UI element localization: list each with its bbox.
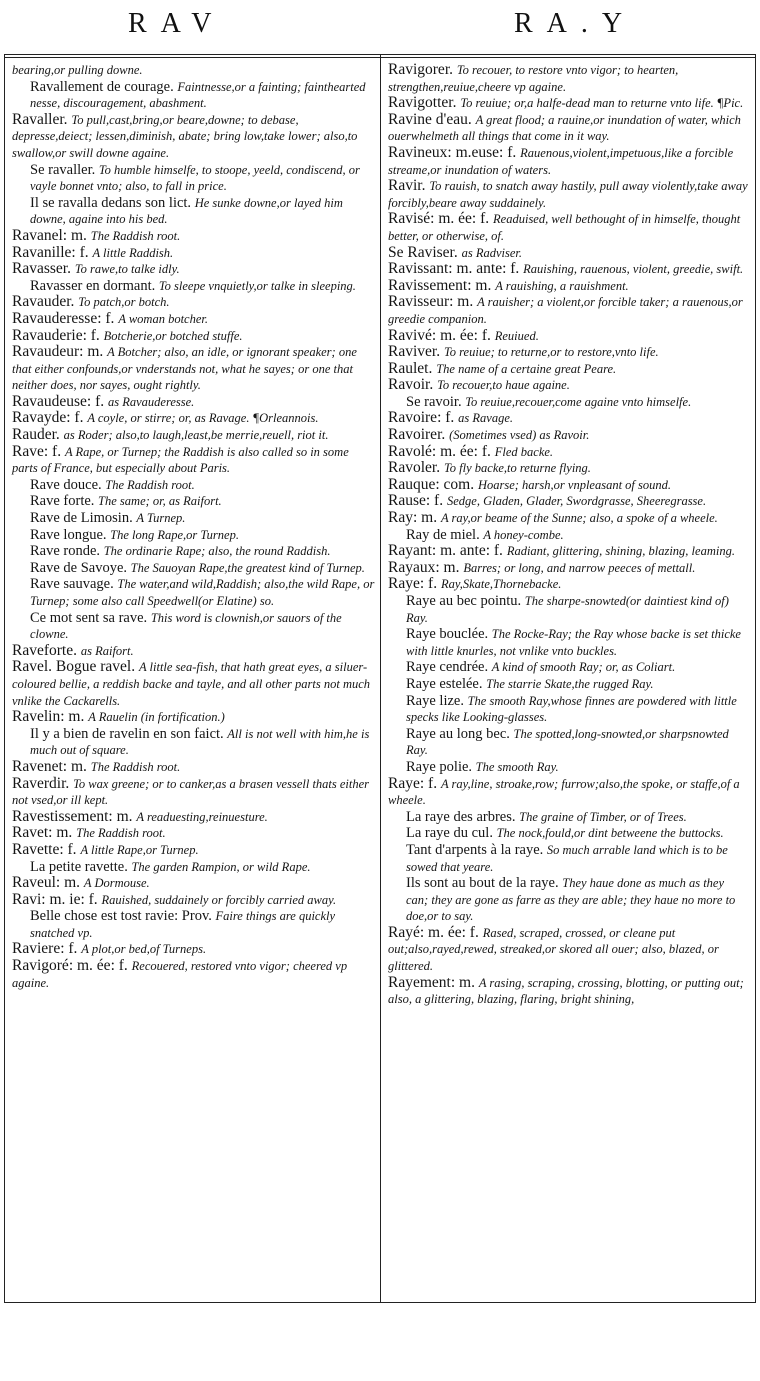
entry-definition: To sleepe vnquietly,or talke in sleeping.: [158, 278, 356, 293]
entry-headword: Ravoler.: [388, 459, 441, 477]
dictionary-entry: [12, 477, 376, 494]
entry-definition: Rauished, suddainely or forcibly carried away.: [101, 892, 337, 907]
dictionary-entry: [388, 460, 748, 477]
entry-definition: The Rocke-Ray; the Ray whose backe is set thicke with little knurles, not vnlike vnto buckles.: [406, 627, 741, 658]
entry-headword: Ravoire: f.: [388, 409, 455, 427]
entry-headword: Ravanel: m.: [12, 226, 87, 244]
dictionary-entry: [388, 825, 748, 842]
entry-headword: Ravet: m.: [12, 824, 73, 842]
entry-definition: A readuesting,reinuesture.: [136, 809, 268, 824]
entry-headword: Raye: f.: [388, 774, 438, 792]
entry-definition: A coyle, or stirre; or, as Ravage. ¶Orleannois.: [87, 411, 319, 426]
entry-headword: Ravivé: m. ée: f.: [388, 326, 491, 344]
entry-headword: Ravaudeuse: f.: [12, 392, 105, 410]
dictionary-entry: [12, 543, 376, 560]
entry-definition: The garden Rampion, or wild Rape.: [131, 859, 311, 874]
entry-definition: The smooth Ray,whose finnes are powdered with little specks like Looking-glasses.: [406, 693, 737, 725]
dictionary-entry: [388, 294, 748, 327]
entry-headword: La raye des arbres.: [406, 808, 516, 825]
entry-definition: The graine of Timber, or of Trees.: [519, 809, 687, 824]
dictionary-entry: [12, 659, 376, 709]
dictionary-entry: [12, 228, 376, 245]
dictionary-entry: [388, 527, 748, 544]
dictionary-entry: [12, 527, 376, 544]
entry-headword: Tant d'arpents à la raye.: [406, 841, 544, 858]
entry-definition: Readuised, well bethought of in himselfe, thought better, or otherwise, of.: [388, 212, 741, 243]
entry-headword: Raviere: f.: [12, 940, 78, 958]
entry-definition: A Botcher; also, an idle, or ignorant speaker; one that either confounds,or vnderstands not, what he sayes; or one that neither does, nor sayes, ought rightly.: [12, 345, 357, 393]
entry-definition: A kind of smooth Ray; or, as Coliart.: [491, 660, 676, 675]
dictionary-entry: [388, 95, 748, 112]
dictionary-entry: [388, 245, 748, 262]
entry-definition: as Roder; also,to laugh,least,be merrie,reuell, riot it.: [63, 428, 329, 443]
entry-headword: Rauque: com.: [388, 475, 475, 493]
entry-definition: The name of a certaine great Peare.: [436, 361, 617, 376]
entry-definition: A ray,or beame of the Sunne; also, a spoke of a wheele.: [440, 511, 718, 526]
entry-definition: Rauenous,violent,impetuous,like a forcible streame,or inundation of waters.: [388, 145, 734, 177]
dictionary-entry: [388, 377, 748, 394]
entry-headword: Raye lize.: [406, 692, 464, 709]
dictionary-entry: [388, 626, 748, 659]
entry-headword: Ravette: f.: [12, 840, 77, 858]
dictionary-entry: [12, 809, 376, 826]
entry-headword: Se Raviser.: [388, 243, 458, 261]
entry-definition: To humble himselfe, to stoope, yeeld, condiscend, or vayle bonnet vnto; also, to fall in price.: [30, 162, 360, 194]
entry-definition: The Raddish root.: [105, 477, 195, 492]
dictionary-entry: [388, 328, 748, 345]
entry-definition: A rauisher; a violent,or forcible taker; a rauenous,or greedie companion.: [388, 295, 743, 326]
entry-definition: Recouered, restored vnto vigor; cheered vp againe.: [12, 959, 348, 990]
entry-definition: A ray,line, stroake,row; furrow;also,the spoke, or staffe,of a wheele.: [388, 776, 740, 808]
dictionary-entry: [12, 444, 376, 477]
entry-definition: To reuiue; to returne,or to restore,vnto life.: [443, 345, 659, 360]
entry-definition: Ray,Skate,Thornebacke.: [440, 577, 562, 592]
dictionary-entry: [388, 112, 748, 145]
left-border: [4, 54, 5, 1302]
entry-headword: Ravallement de courage.: [30, 78, 174, 95]
dictionary-entry: [388, 925, 748, 975]
entry-headword: Rayaux: m.: [388, 558, 460, 576]
entry-definition: To recouer, to restore vnto vigor; to hearten, strengthen,reuiue,cheere vp againe.: [388, 63, 679, 94]
entry-headword: Ravigoré: m. ée: f.: [12, 957, 128, 975]
entry-definition: A Rape, or Turnep; the Raddish is also called so in some parts of France, but especially about Paris.: [12, 444, 349, 476]
dictionary-entry: [12, 825, 376, 842]
entry-definition: The nock,fould,or dint betweene the buttocks.: [496, 826, 724, 841]
entry-definition: as Ravage.: [458, 411, 514, 426]
entry-definition: All is not well with him,he is much out of square.: [30, 726, 370, 758]
dictionary-entry: [12, 278, 376, 295]
entry-headword: Raye: f.: [388, 575, 438, 593]
entry-definition: Hoarse; harsh,or vnpleasant of sound.: [477, 477, 672, 492]
entry-headword: Ravel. Bogue ravel.: [12, 658, 136, 676]
column-divider: [380, 54, 381, 1302]
entry-definition: A plot,or bed,of Turneps.: [81, 942, 207, 957]
entry-headword: Ravauderie: f.: [12, 326, 100, 344]
entry-definition: A woman botcher.: [118, 311, 209, 326]
dictionary-entry: [388, 759, 748, 776]
entry-definition: To patch,or botch.: [78, 295, 170, 310]
entry-headword: Ravauder.: [12, 293, 75, 311]
entry-headword: Ravayde: f.: [12, 409, 84, 427]
entry-definition: as Raifort.: [80, 643, 134, 658]
entry-headword: Rave ronde.: [30, 543, 101, 560]
dictionary-entry: [388, 809, 748, 826]
entry-headword: Ravoirer.: [388, 426, 446, 444]
entry-definition: The sharpe-snowted(or daintiest kind of) Ray.: [406, 594, 729, 625]
entry-definition: Barres; or long, and narrow peeces of mettall.: [463, 560, 696, 575]
entry-headword: Ravaudeur: m.: [12, 343, 104, 361]
entry-definition: A honey-combe.: [483, 527, 564, 542]
dictionary-entry: [388, 493, 748, 510]
dictionary-entry: [12, 892, 376, 909]
dictionary-entry: [388, 593, 748, 626]
entry-headword: Raye bouclée.: [406, 626, 489, 643]
entry-definition: He sunke downe,or layed him downe, againe into his bed.: [30, 195, 343, 227]
entry-definition: A rasing, scraping, crossing, blotting, or putting out; also, a glittering, blazing, flaring, bright shining,: [388, 975, 744, 1007]
entry-headword: Rave de Savoye.: [30, 559, 128, 576]
entry-headword: Rave longue.: [30, 526, 107, 543]
entry-headword: Rave forte.: [30, 493, 95, 510]
entry-definition: To wax greene; or to canker,as a brasen vessell thats either not vsed,or ill kept.: [12, 776, 370, 808]
dictionary-entry: [388, 543, 748, 560]
entry-definition: They haue done as much as they can; they are gone as farre as they are able; they haue no more to doe,or to say.: [406, 876, 736, 924]
entry-headword: Raye au bec pointu.: [406, 593, 522, 609]
dictionary-entry: [12, 726, 376, 759]
entry-definition: The Raddish root.: [90, 228, 181, 243]
dictionary-entry: [12, 394, 376, 411]
dictionary-entry: [388, 178, 748, 211]
dictionary-entry: [12, 344, 376, 394]
entry-headword: Ce mot sent sa rave.: [30, 609, 148, 626]
entry-definition: Faire things are quickly snatched vp.: [30, 909, 336, 940]
entry-headword: Ravine d'eau.: [388, 110, 472, 128]
entry-headword: Ravenet: m.: [12, 757, 87, 775]
dictionary-entry: [12, 261, 376, 278]
entry-definition: The Sauoyan Rape,the greatest kind of Turnep.: [130, 560, 365, 575]
entry-definition: A little Rape,or Turnep.: [80, 842, 199, 857]
entry-headword: Ravissement: m.: [388, 276, 492, 294]
entry-definition: To rawe,to talke idly.: [74, 262, 180, 277]
dictionary-entry: [12, 875, 376, 892]
dictionary-entry: [388, 659, 748, 676]
entry-headword: Ravauderesse: f.: [12, 309, 115, 327]
left-column: [12, 62, 376, 991]
dictionary-entry: [388, 62, 748, 95]
dictionary-entry: [12, 759, 376, 776]
right-border: [755, 54, 756, 1302]
entry-headword: Se ravaller.: [30, 161, 96, 178]
entry-definition: To pull,cast,bring,or beare,downe; to debase, depresse,deiect; lessen,diminish, abate; bring low,take lower; also,to swallow,or swill downe againe.: [12, 112, 358, 160]
dictionary-entry: [12, 162, 376, 195]
entry-definition: The Raddish root.: [76, 826, 166, 841]
entry-definition: Rauishing, rauenous, violent, greedie, swift.: [523, 262, 744, 277]
entry-definition: A little Raddish.: [92, 245, 174, 260]
dictionary-entry: [12, 842, 376, 859]
dictionary-entry: [12, 427, 376, 444]
dictionary-entry: [388, 477, 748, 494]
entry-definition: A rauishing, a rauishment.: [495, 278, 629, 293]
entry-definition: as Radviser.: [461, 245, 523, 260]
entry-headword: Rause: f.: [388, 492, 444, 510]
entry-headword: Se ravoir.: [406, 393, 462, 410]
entry-headword: Ravasser en dormant.: [30, 277, 156, 294]
entry-definition: A Turnep.: [136, 511, 186, 526]
entry-headword: Raulet.: [388, 359, 433, 377]
dictionary-entry: [388, 576, 748, 593]
dictionary-entry: [388, 427, 748, 444]
entry-headword: Ray de miel.: [406, 526, 480, 543]
dictionary-entry: [12, 510, 376, 527]
entry-definition: So much arrable land which is to be sowed that yeare.: [406, 842, 728, 874]
dictionary-entry: [12, 908, 376, 941]
entry-definition: Fled backe.: [494, 444, 554, 459]
entry-headword: Ravasser.: [12, 260, 71, 278]
dictionary-entry: [12, 643, 376, 660]
dictionary-entry: [388, 394, 748, 411]
bottom-rule: [4, 1302, 756, 1303]
running-head-left: RAV: [128, 8, 226, 39]
entry-headword: Raveul: m.: [12, 874, 81, 892]
right-column: [388, 62, 748, 1008]
entry-definition: (Sometimes vsed) as Ravoir.: [449, 428, 590, 443]
dictionary-entry: [388, 842, 748, 875]
entry-definition: The long Rape,or Turnep.: [110, 527, 239, 542]
entry-headword: Raye polie.: [406, 758, 473, 775]
entry-definition: The water,and wild,Raddish; also,the wild Rape, or Turnep; some also call Speedwell(or Elatine) so.: [30, 577, 375, 608]
entry-definition: Reuiued.: [494, 328, 539, 343]
entry-headword: Rave: f.: [12, 442, 62, 460]
entry-headword: Raviver.: [388, 343, 441, 361]
entry-headword: Rayement: m.: [388, 973, 475, 991]
dictionary-entry: [12, 195, 376, 228]
dictionary-entry: [12, 62, 376, 79]
dictionary-entry: [388, 975, 748, 1008]
dictionary-entry: [388, 145, 748, 178]
entry-headword: Raye au long bec.: [406, 725, 510, 742]
entry-headword: Ravolé: m. ée: f.: [388, 442, 491, 460]
entry-headword: Rave de Limosin.: [30, 510, 133, 527]
dictionary-entry: [388, 510, 748, 527]
entry-definition: To fly backe,to returne flying.: [443, 461, 591, 476]
entry-definition: To recouer,to haue againe.: [437, 378, 570, 393]
dictionary-entry: [12, 776, 376, 809]
entry-definition: Faintnesse,or a fainting; fainthearted nesse, discouragement, abashment.: [30, 79, 366, 111]
dictionary-entry: [388, 410, 748, 427]
entry-definition: To reuiue; or,a halfe-dead man to returne vnto life. ¶Pic.: [460, 96, 744, 111]
entry-headword: Ray: m.: [388, 509, 438, 527]
entry-headword: Ravissant: m. ante: f.: [388, 260, 520, 278]
dictionary-entry: [12, 958, 376, 991]
entry-definition: To reuiue,recouer,come againe vnto himselfe.: [465, 394, 692, 409]
entry-headword: Raye estelée.: [406, 675, 483, 692]
dictionary-entry: [12, 294, 376, 311]
entry-definition: bearing,or pulling downe.: [12, 63, 143, 77]
dictionary-entry: [388, 693, 748, 726]
entry-headword: Raverdir.: [12, 774, 70, 792]
entry-headword: Raye cendrée.: [406, 659, 489, 676]
dictionary-entry: [12, 859, 376, 876]
dictionary-entry: [12, 941, 376, 958]
dictionary-entry: [12, 493, 376, 510]
dictionary-entry: [388, 444, 748, 461]
dictionary-entry: [388, 261, 748, 278]
dictionary-entry: [388, 776, 748, 809]
entry-headword: La raye du cul.: [406, 825, 493, 842]
entry-headword: Rave douce.: [30, 476, 102, 493]
entry-headword: Rauder.: [12, 426, 60, 444]
entry-definition: Rased, scraped, crossed, or cleane put out;also,rayed,rewed, streaked,or skored all ouer; also, blazed, or glittered.: [388, 925, 719, 974]
entry-definition: Radiant, glittering, shining, blazing, leaming.: [506, 544, 735, 559]
dictionary-entry: [388, 560, 748, 577]
entry-definition: To rauish, to snatch away hastily, pull away violently,take away forcibly,beare away suddainely.: [388, 179, 748, 210]
entry-headword: Rayé: m. ée: f.: [388, 923, 479, 941]
entry-headword: Ravigotter.: [388, 94, 457, 112]
dictionary-entry: [12, 709, 376, 726]
running-head-right: RA.Y: [514, 8, 637, 39]
entry-headword: Raveforte.: [12, 641, 77, 659]
entry-headword: Ravir.: [388, 177, 426, 195]
entry-headword: Rave sauvage.: [30, 576, 114, 593]
entry-headword: Ravoir.: [388, 376, 434, 394]
entry-headword: Ravestissement: m.: [12, 807, 133, 825]
dictionary-entry: [12, 311, 376, 328]
entry-headword: Ravaller.: [12, 110, 68, 128]
dictionary-entry: [388, 361, 748, 378]
entry-headword: Ravisseur: m.: [388, 293, 474, 311]
entry-definition: The ordinarie Rape; also, the round Raddish.: [103, 544, 331, 559]
entry-definition: Botcherie,or botched stuffe.: [103, 328, 243, 343]
dictionary-entry: [388, 211, 748, 244]
entry-definition: A Rauelin (in fortification.): [88, 710, 225, 725]
dictionary-entry: [12, 112, 376, 162]
dictionary-entry: [388, 278, 748, 295]
entry-headword: Ravisé: m. ée: f.: [388, 210, 490, 228]
entry-headword: Ravanille: f.: [12, 243, 89, 261]
entry-definition: A Dormouse.: [83, 876, 150, 891]
dictionary-entry: [12, 79, 376, 112]
dictionary-entry: [12, 245, 376, 262]
entry-headword: Il se ravalla dedans son lict.: [30, 194, 192, 211]
dictionary-entry: [388, 676, 748, 693]
entry-headword: Ravineux: m.euse: f.: [388, 143, 517, 161]
entry-definition: A great flood; a rauine,or inundation of water, which ouerwhelmeth all things that come in it way.: [388, 112, 741, 144]
entry-headword: Ravelin: m.: [12, 708, 85, 726]
entry-headword: Ravi: m. ie: f.: [12, 890, 98, 908]
entry-definition: The same; or, as Raifort.: [98, 494, 222, 509]
entry-definition: Sedge, Gladen, Glader, Swordgrasse, Sheeregrasse.: [446, 494, 707, 509]
entry-headword: La petite ravette.: [30, 858, 128, 875]
dictionary-entry: [12, 610, 376, 643]
dictionary-entry: [388, 875, 748, 925]
entry-definition: This word is clownish,or sauors of the clowne.: [30, 610, 342, 642]
entry-headword: Ravigorer.: [388, 61, 453, 78]
dictionary-entry: [12, 410, 376, 427]
entry-headword: Rayant: m. ante: f.: [388, 542, 503, 560]
entry-definition: as Ravauderesse.: [107, 394, 195, 409]
entry-definition: The starrie Skate,the rugged Ray.: [486, 676, 654, 691]
entry-definition: The smooth Ray.: [475, 759, 559, 774]
entry-definition: A little sea-fish, that hath great eyes, a siluer-coloured bellie, a reddish backe and tayle, and all other parts not much vnlike the Cackarells.: [12, 660, 371, 708]
dictionary-entry: [388, 344, 748, 361]
dictionary-entry: [12, 576, 376, 609]
entry-headword: Ils sont au bout de la raye.: [406, 875, 559, 892]
entry-headword: Belle chose est tost ravie: Prov.: [30, 908, 212, 925]
dictionary-entry: [12, 328, 376, 345]
dictionary-entry: [12, 560, 376, 577]
dictionary-entry: [388, 726, 748, 759]
entry-definition: The spotted,long-snowted,or sharpsnowted Ray.: [406, 726, 729, 758]
entry-definition: The Raddish root.: [90, 759, 181, 774]
entry-headword: Il y a bien de ravelin en son faict.: [30, 725, 224, 742]
